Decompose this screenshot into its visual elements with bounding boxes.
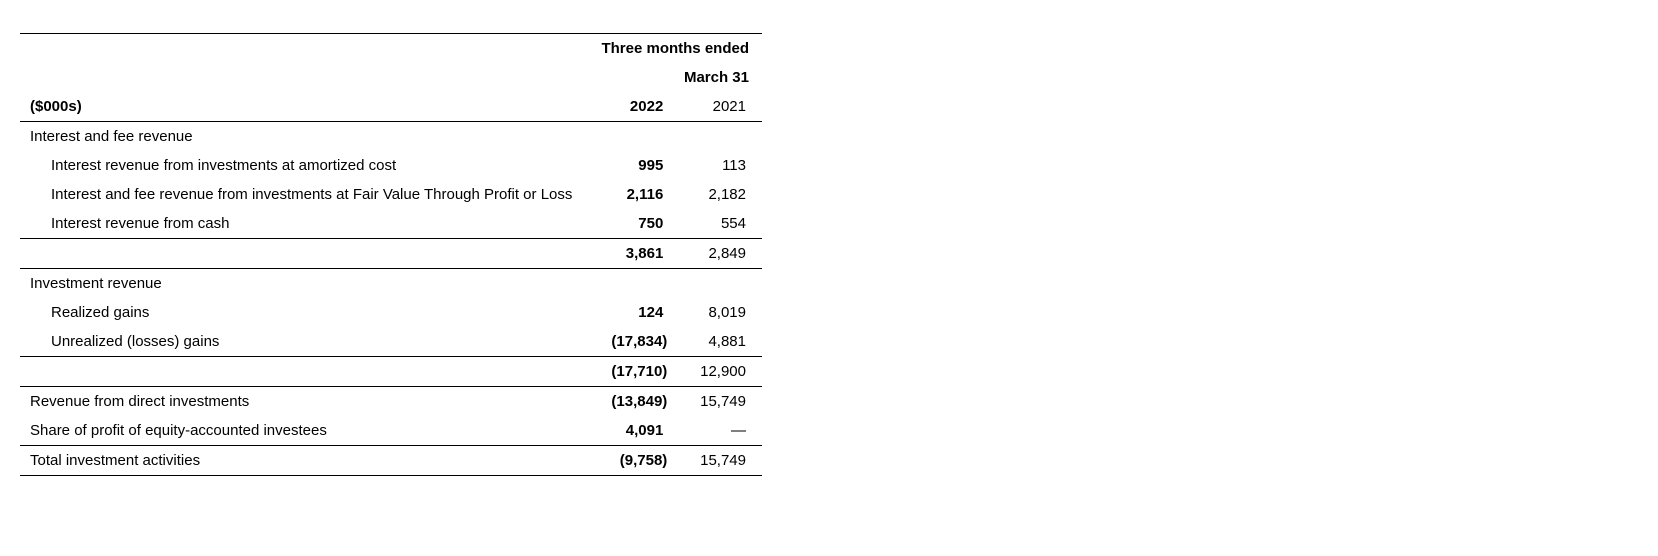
subtotal-2022: 3,861	[572, 239, 663, 269]
table-row	[20, 151, 762, 180]
row-label: Total investment activities	[20, 446, 572, 476]
row-label: Interest revenue from cash	[20, 209, 572, 239]
header-row-date	[20, 63, 762, 92]
row-label: Revenue from direct investments	[30, 393, 250, 410]
subtotal-2021: 2,849	[663, 239, 762, 269]
investment-revenue-table	[20, 33, 762, 476]
header-row-years	[20, 92, 762, 122]
subtotal-row	[20, 239, 762, 269]
subtotal-row	[20, 357, 762, 387]
table-row	[20, 298, 762, 327]
section-heading-row	[20, 269, 762, 299]
value-2022: 750	[572, 209, 663, 239]
table-row	[20, 209, 762, 239]
year-current: 2022	[572, 92, 663, 122]
table-row	[20, 416, 762, 446]
table-row	[20, 180, 762, 209]
header-blank	[20, 34, 572, 64]
value-2021: 8,019	[708, 304, 746, 321]
investment-heading: Investment revenue	[30, 275, 162, 292]
section-heading-row	[20, 122, 762, 152]
value-2021: 4,881	[663, 327, 762, 357]
row-label: Unrealized (losses) gains	[20, 327, 572, 357]
total-2021: 15,749	[663, 446, 762, 476]
row-label: Realized gains	[51, 304, 150, 321]
total-2022: (9,758)	[619, 452, 668, 469]
value-2022: 124	[638, 304, 664, 321]
financial-table-container	[20, 33, 762, 476]
subtotal-2022: (17,710)	[611, 363, 668, 380]
subtotal-2021: 12,900	[663, 357, 762, 387]
interest-fee-heading: Interest and fee revenue	[30, 128, 193, 145]
value-2021: —	[663, 416, 762, 446]
value-2022: 2,116	[626, 186, 664, 203]
value-2022: (17,834)	[611, 333, 668, 350]
row-label: Interest revenue from investments at amortized cost	[51, 157, 397, 174]
table-row	[20, 387, 762, 417]
value-2022: (13,849)	[611, 393, 668, 410]
period-line-1: Three months ended	[572, 34, 762, 64]
value-2021: 554	[663, 209, 762, 239]
table-row	[20, 327, 762, 357]
value-2022: 995	[638, 157, 664, 174]
value-2021: 15,749	[700, 393, 746, 410]
row-label: Share of profit of equity-accounted investees	[20, 416, 572, 446]
value-2021: 2,182	[708, 186, 746, 203]
units-label: ($000s)	[20, 92, 572, 122]
header-row-period	[20, 34, 762, 64]
row-label: Interest and fee revenue from investments at Fair Value Through Profit or Loss	[51, 186, 573, 203]
value-2022: 4,091	[572, 416, 663, 446]
year-prior: 2021	[663, 92, 762, 122]
total-row	[20, 446, 762, 476]
period-line-2: March 31	[683, 69, 749, 86]
value-2021: 113	[722, 157, 746, 174]
header-blank	[20, 63, 572, 92]
